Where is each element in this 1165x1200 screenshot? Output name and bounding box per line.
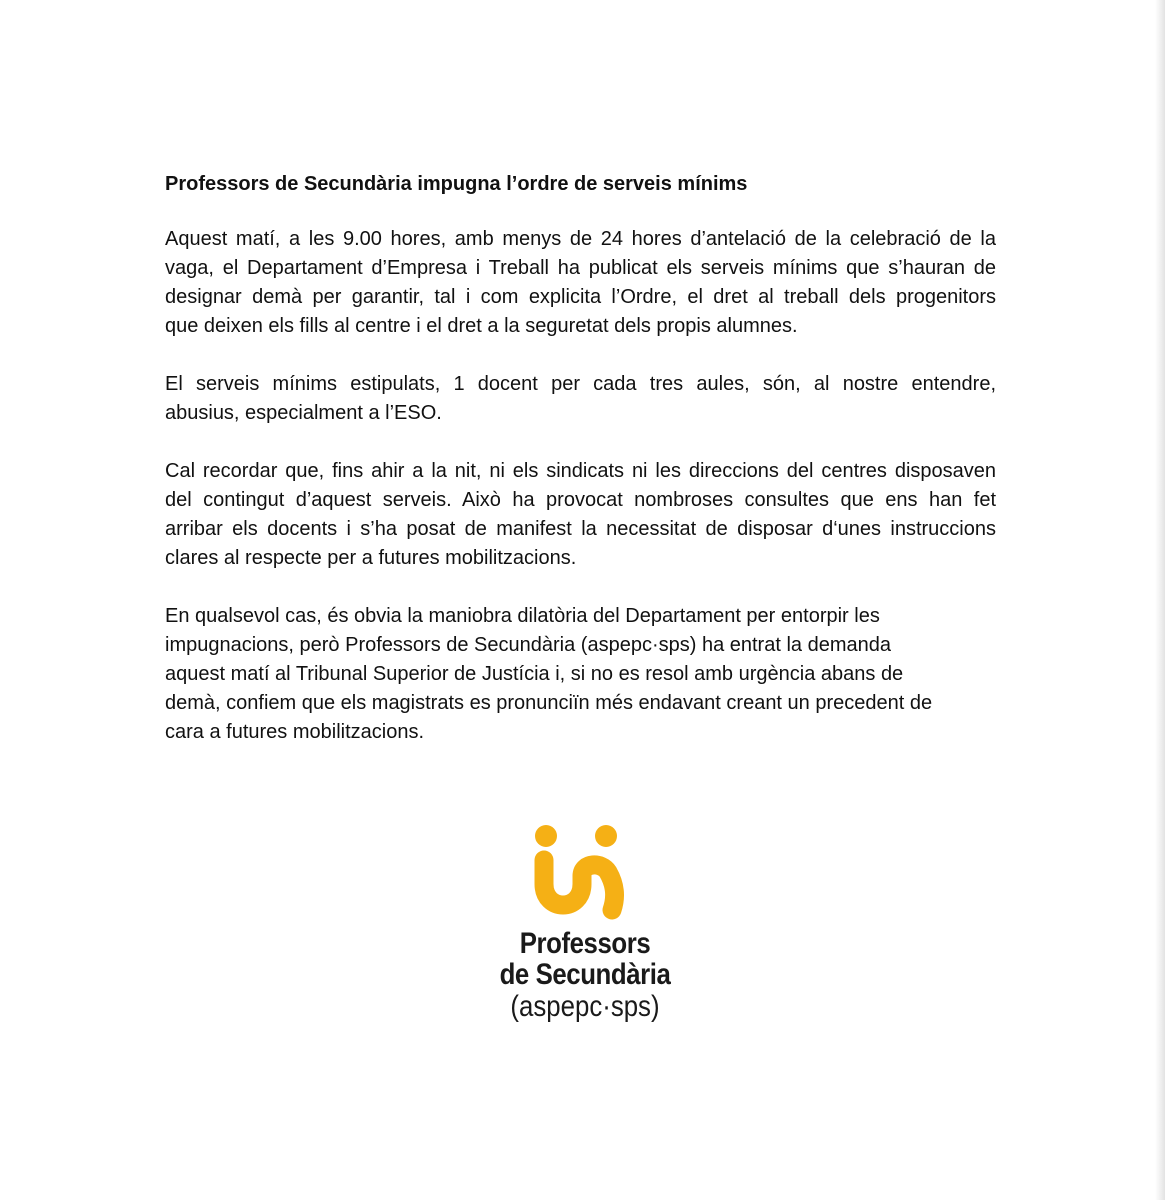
paragraph-1 (165, 225, 996, 341)
paragraph-line: En qualsevol cas, és obvia la maniobra dilatòria del Departament per entorpir les (165, 605, 880, 627)
paragraph-4 (165, 602, 996, 747)
logo-acronym: (aspepc·sps) (510, 990, 660, 1023)
paragraph-line: El serveis mínims estipulats, 1 docent per cada tres aules, són, al nostre entendre, (165, 373, 996, 395)
paragraph-line: vaga, el Departament d’Empresa i Treball ha publicat els serveis mínims que s’hauran de (165, 257, 996, 279)
paragraph-line: Cal recordar que, fins ahir a la nit, ni els sindicats ni les direccions del centres disposaven (165, 460, 996, 482)
paragraph-line: del contingut d’aquest serveis. Això ha provocat nombroses consultes que ens han fet (165, 489, 996, 511)
paragraph-line: impugnacions, però Professors de Secundària (aspepc·sps) ha entrat la demanda (165, 634, 891, 656)
paragraph-line: cara a futures mobilitzacions. (165, 721, 425, 743)
page-edge-shadow (1155, 0, 1165, 1200)
logo-wordmark (480, 928, 690, 1024)
paragraph-line: clares al respecte per a futures mobilitzacions. (165, 547, 577, 569)
press-release-body (165, 170, 996, 776)
smiling-figure-logo-icon (532, 822, 638, 922)
paragraph-line: demà, confiem que els magistrats es pronunciïn més endavant creant un precedent de (165, 692, 933, 714)
paragraph-line: arribar els docents i s’ha posat de manifest la necessitat de disposar d‘unes instruccions (165, 518, 996, 540)
document-title: Professors de Secundària impugna l’ordre de serveis mínims (165, 173, 748, 195)
paragraph-line: Aquest matí, a les 9.00 hores, amb menys de 24 hores d’antelació de la celebració de la (165, 228, 996, 250)
paragraph-line: designar demà per garantir, tal i com explicita l’Ordre, el dret al treball dels progenitors (165, 286, 996, 308)
paragraph-line: abusius, especialment a l’ESO. (165, 402, 442, 424)
organization-logo (480, 822, 690, 1032)
logo-name-line-2: de Secundària (499, 958, 671, 991)
paragraph-line: que deixen els fills al centre i el dret a la seguretat dels propis alumnes. (165, 315, 798, 337)
paragraph-line: aquest matí al Tribunal Superior de Justícia i, si no es resol amb urgència abans de (165, 663, 904, 685)
paragraph-2 (165, 370, 996, 428)
logo-name-line-1: Professors (519, 927, 651, 960)
paragraph-3 (165, 457, 996, 573)
